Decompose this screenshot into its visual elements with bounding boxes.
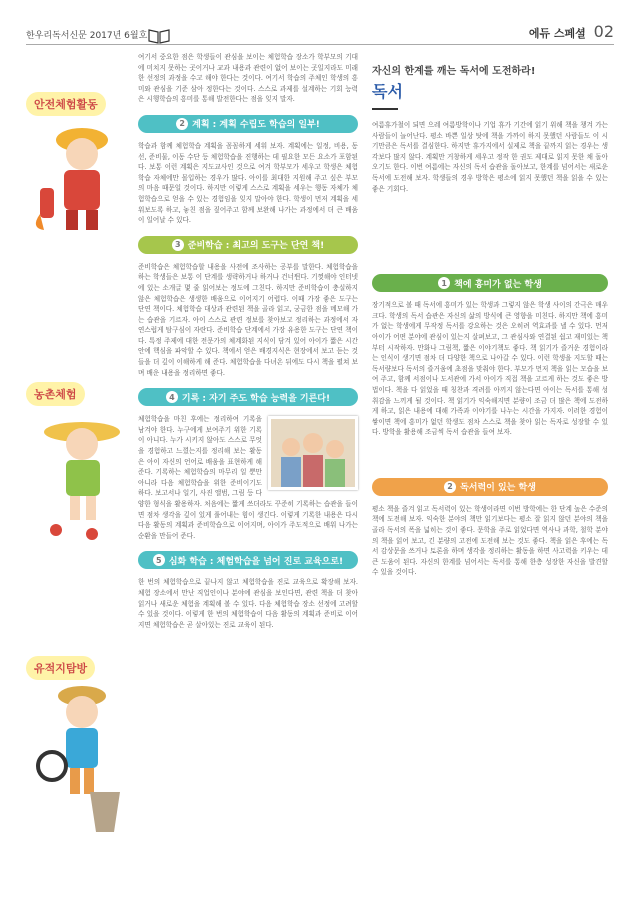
header-divider <box>26 44 614 45</box>
sidebar-label-safety: 안전체험활동 <box>26 92 106 116</box>
section-number: 2 <box>176 118 188 130</box>
article-kicker: 자신의 한계를 깨는 독서에 도전하라! <box>372 66 536 77</box>
section-number: 3 <box>172 239 184 251</box>
section-number: 5 <box>153 554 165 566</box>
section-heading-no-interest <box>372 274 608 292</box>
section-title: 심화 학습 : 체험학습을 넘어 진로 교육으로! <box>168 556 344 567</box>
section-title: 준비학습 : 최고의 도구는 단연 책! <box>187 241 325 252</box>
section-title: 독서력이 있는 학생 <box>460 483 536 494</box>
section-body-no-interest: 장기적으로 볼 때 독서에 흥미가 있는 학생과 그렇지 않은 학생 사이의 간극은 매우 크다. 학생의 독서 습관은 자신의 삶의 방식에 큰 영향을 미친다. 하지만 책에 흥미가 없는 학생에게 무작정 독서를 강요하는 것은 오히려 역효과를 낼 수 있다. 먼저 아이가 어떤 분야에 관심이 있는지 살펴보고, 그 관심사와 연결된 쉽고 재미있는 책부터 시작하자. 만화나 그림책, 짧은 이야기책도 좋다. 책 읽기가 즐거운 경험이라는 인식이 생기면 점차 더 다양한 책으로 나아갈 수 있다. 이런 학생을 지도할 때는 독서량보다 독서의 즐거움에 초점을 맞춰야 한다. 부모가 먼저 책을 읽는 모습을 보여 주고, 함께 서점이나 도서관에 가서 아이가 직접 책을 고르게 하는 것도 좋은 방법이다. 책을 다 읽었을 때 칭찬과 격려를 아끼지 않는다면 아이는 독서를 통해 성취감을 느끼게 될 것이다. 책 읽기가 익숙해지면 분량이 조금 더 많은 책에 도전하게 하고, 읽은 내용에 대해 가족과 이야기를 나누는 시간을 가지자. 이러한 경험이 쌓이면 책에 흥미가 없던 학생도 점차 스스로 책을 찾아 읽는 독자로 성장할 수 있다. 방학을 활용해 조금씩 독서 습관을 들여 보자. <box>372 301 608 437</box>
section-heading-record <box>138 388 358 406</box>
section-number: 2 <box>444 481 456 493</box>
section-title <box>529 22 614 41</box>
section-number: 1 <box>438 277 450 289</box>
section-title: 계획 : 계획 수립도 학습의 일부! <box>192 120 320 131</box>
page-header <box>0 0 628 44</box>
article-column-left <box>138 52 358 630</box>
page-number: 02 <box>593 22 614 41</box>
section-body-prep: 준비학습은 체험학습할 내용을 사전에 조사하는 공부를 말한다. 체험학습을 하는 학생들은 보통 이 단계를 생략하거나 하거나 건너뛴다. 기껏해야 인터넷에 있는 소개글 몇 줄 읽어보는 정도에 그친다. 하지만 준비학습이 충실하지 않은 체험학습은 생생한 배움으로 이어지기 어렵다. 이때 가장 좋은 도구는 단연 책이다. 체험학습 대상과 관련된 책을 골라 읽고, 궁금한 점을 메모해 가는 습관을 기르자. 아이 스스로 관련 정보를 찾아보고 정리하는 과정에서 자연스럽게 탐구심이 자란다. 준비학습 단계에서 가장 유용한 도구는 단연 책이다. 특정 주제에 대한 전문가의 체계화된 지식이 담겨 있어 아이가 짧은 시간 안에 핵심을 파악할 수 있다. 책에서 얻은 배경지식은 현장에서 보고 듣는 것들을 더 깊이 이해하게 해 준다. 체험학습을 다녀온 뒤에도 다시 책을 펼쳐 보며 배운 내용을 정리하면 좋다. <box>138 262 358 377</box>
section-title: 기록 : 자기 주도 학습 능력을 기른다! <box>181 393 331 404</box>
article-title: 독서 <box>372 82 403 101</box>
section-heading-plan <box>138 115 358 133</box>
family-photo <box>268 416 358 490</box>
article-column-right <box>372 52 608 578</box>
sidebar-label-historic: 유적지탐방 <box>26 656 95 680</box>
section-heading-prep <box>138 236 358 254</box>
sidebar-label-farm: 농촌체험 <box>26 382 85 406</box>
firefighter-illustration <box>30 118 126 238</box>
section-number: 4 <box>166 391 178 403</box>
article-intro: 여름휴가철이 되면 으레 여름방학이나 기업 휴가 기간에 읽기 위해 책을 챙겨 가는 사람들이 늘어난다. 평소 바쁜 일상 탓에 책을 가까이 하지 못했던 사람들도 이 시기만큼은 독서를 결심한다. 하지만 휴가지에서 실제로 책을 끝까지 읽는 경우는 생각보다 많지 않다. 계획만 거창하게 세우고 정작 한 권도 제대로 읽지 못한 채 돌아오기도 한다. 이번 여름에는 자신의 독서 습관을 돌아보고, 한계를 넘어서는 새로운 독서에 도전해 보자. 학생들의 경우 방학은 평소에 읽지 못했던 책을 읽을 수 있는 좋은 기회다. <box>372 121 608 193</box>
explorer-illustration <box>30 672 126 842</box>
farm-girl-illustration <box>32 392 126 542</box>
section-body-deep: 한 번의 체험학습으로 끝나지 않고 체험학습을 진로 교육으로 확장해 보자. 체험 장소에서 만난 직업인이나 분야에 관심을 보인다면, 관련 책을 더 찾아 읽거나 새로운 체험을 계획해 볼 수 있다. 다음 체험학습 장소 선정에 고려할 수 있을 것이다. 이렇게 한 번의 체험학습이 다음 활동의 계획과 준비로 이어지면 체험학습은 곧 살아있는 진로 교육이 된다. <box>138 578 358 629</box>
section-heading-reader <box>372 478 608 496</box>
section-heading-deep <box>138 551 358 569</box>
publication-info: 한우리독서신문 2017년 6월호 <box>26 31 148 41</box>
section-body-plan: 학습과 함께 체험학습 계획을 꼼꼼하게 세워 보자. 계획에는 일정, 비용, 동선, 준비물, 이동 수단 등 체험학습을 진행하는 데 필요한 모든 요소가 포함된다. 보통 이런 계획은 지도교사인 것으로 여겨 학부모가 세우고 학생은 체험학습 자체에만 몰입하는 경우가 많다. 아이를 최대한 지원해 주고 싶은 부모의 마음 때문일 것이다. 하지만 이렇게 스스로 계획을 세우는 행동 자체가 체험학습으로 얻을 수 있는 경험임을 잊지 말아야 한다. 학생이 먼저 계획을 세워보도록 하고, 놓친 점을 짚어주고 함께 보완해 나가는 과정에서 더 큰 배움이 일어날 수 있다. <box>138 141 358 225</box>
section-body-record: 체험학습을 마친 후에는 정리하여 기록을 남겨야 한다. 누구에게 보여주기 위한 기록이 아니다. 누가 시키지 않아도 스스로 무엇을 경험하고 느꼈는지를 정리해 보는 활동은 아이 자신의 언어로 배움을 표현하게 해준다. 기록하는 체험학습의 마무리 일 뿐만 아니라 다음 체험학습을 위한 준비이기도 하다. 보고서나 일기, 사진 앨범, 그림 등 다양한 형식을 활용하자. 처음에는 짧게 쓰더라도 꾸준히 기록하는 습관을 들이면 점차 생각을 깊이 있게 풀어내는 힘이 생긴다. 이렇게 기록한 내용은 다시 다음 활동의 계획과 준비학습으로 이어지며, 아이가 주도적으로 배워 나가는 순환을 만들어 준다. <box>138 415 358 540</box>
section-body-reader: 평소 책을 즐겨 읽고 독서력이 있는 학생이라면 이번 방학에는 한 단계 높은 수준의 책에 도전해 보자. 익숙한 분야의 책만 읽기보다는 평소 잘 읽지 않던 분야의 책을 골라 독서의 폭을 넓히는 것이 좋다. 문학을 주로 읽었다면 역사나 과학, 철학 분야의 책을 읽어 보고, 긴 분량의 고전에 도전해 보는 것도 좋다. 책을 읽은 후에는 독서 감상문을 쓰거나 토론을 하며 생각을 정리하는 활동을 하면 사고력을 키우는 데 큰 도움이 된다. 자신의 한계를 넘어서는 독서를 통해 한층 성장한 자신을 발견할 수 있을 것이다. <box>372 504 608 577</box>
intro-paragraph: 여기서 중요한 점은 학생들이 관심을 보이는 체험학습 장소가 학부모의 기대에 미치지 못하는 곳이거나 교과 내용과 관련이 없어 보이는 곳일지라도 미래한 선정의 과정을 수고 해야 한다는 것이다. 여기서 학습의 주체인 학생의 흥미와 관심을 기준 삼아 정한다는 것이다. 스스로 과제를 설계하는 기회 능력은 시행학습의 흥미를 통해 발전한다는 점을 잊지 말자. <box>138 53 358 104</box>
title-rule <box>372 108 398 110</box>
section-title: 책에 흥미가 없는 학생 <box>454 279 542 290</box>
family-photo-image <box>271 419 355 487</box>
sidebar-illustrations <box>26 52 126 872</box>
book-icon <box>148 28 170 44</box>
section-name: 에듀 스페셜 <box>528 27 586 40</box>
